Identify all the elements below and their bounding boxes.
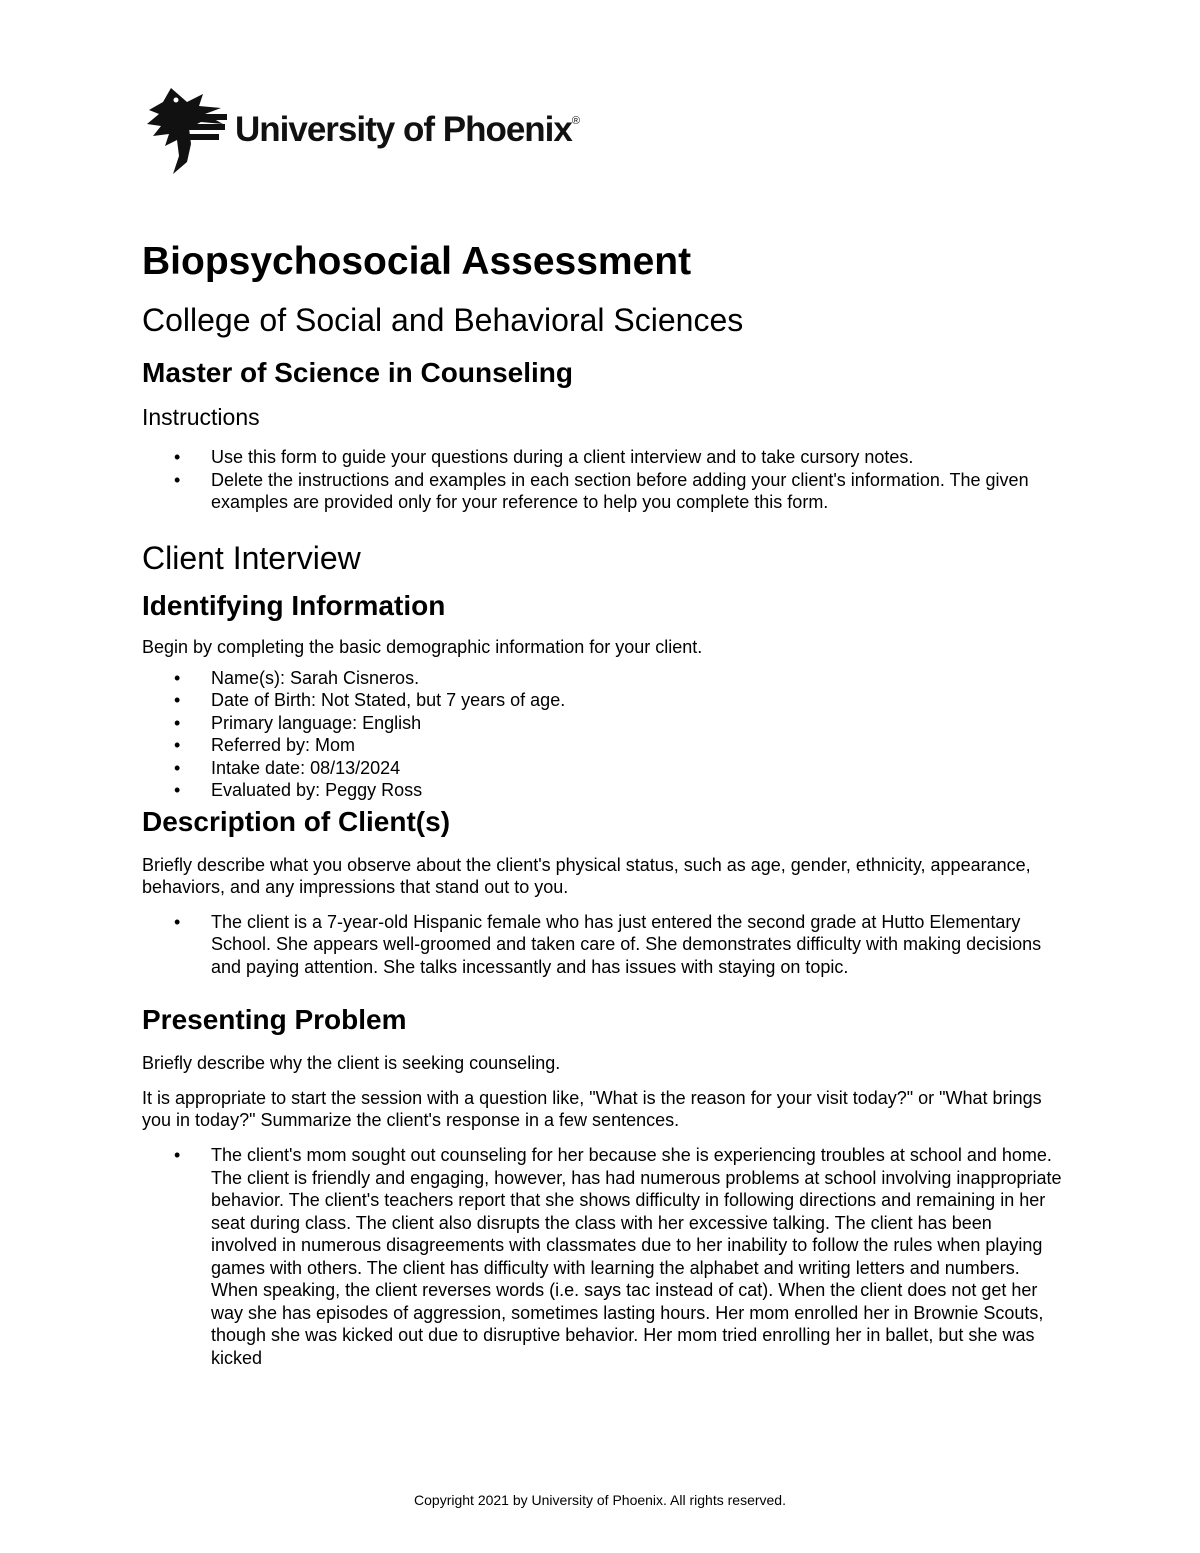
logo-name: University of Phoenix xyxy=(235,110,572,149)
list-item: • Use this form to guide your questions during a client interview and to take cursory notes. xyxy=(142,446,1062,469)
registered-mark: ® xyxy=(571,115,579,128)
document-title: Biopsychosocial Assessment xyxy=(142,240,692,283)
description-of-clients-intro: Briefly describe what you observe about the client's physical status, such as age, gender, ethnicity, appearance, behaviors, and any impressions that stand out to you. xyxy=(142,854,1031,897)
list-item: • Evaluated by: Peggy Ross xyxy=(142,779,1062,802)
logo-wordmark xyxy=(235,110,579,150)
list-item: • Delete the instructions and examples in each section before adding your client's information. The given examples are provided only for your reference to help you complete this form. xyxy=(142,469,1062,514)
presenting-problem-guidance: It is appropriate to start the session with a question like, "What is the reason for your visit today?" or "What brings you in today?" Summarize the client's response in a few sentences. xyxy=(142,1088,1042,1130)
instructions-heading: Instructions xyxy=(142,404,260,430)
list-item: • Date of Birth: Not Stated, but 7 years of age. xyxy=(142,689,1062,712)
description-of-clients-heading: Description of Client(s) xyxy=(142,805,451,837)
presenting-problem-heading: Presenting Problem xyxy=(142,1004,407,1035)
list-item: • The client's mom sought out counseling for her because she is experiencing troubles at school and home. The client is friendly and engaging, however, has had numerous problems at school involving inappropriate behavior. The client's teachers report that she shows difficulty in following directions and remaining in her seat during class. The client also disrupts the class with her excessive talking. The client has been involved in numerous disagreements with classmates due to her inability to follow the rules when playing games with others. The client has difficulty with learning the alphabet and writing letters and numbers. When speaking, the client reverses words (i.e. says tac instead of cat). When the client does not get her way she has episodes of aggression, sometimes lasting hours. Her mom enrolled her in Brownie Scouts, though she was kicked out due to disruptive behavior. Her mom tried enrolling her in ballet, but she was kicked xyxy=(142,1144,1062,1369)
copyright-footer: Copyright 2021 by University of Phoenix. All rights reserved. xyxy=(414,1492,786,1508)
university-logo xyxy=(143,84,579,180)
phoenix-bird-icon xyxy=(143,84,229,180)
identifying-information-intro: Begin by completing the basic demographic information for your client. xyxy=(142,636,703,657)
college-name: College of Social and Behavioral Sciences xyxy=(142,302,744,338)
list-item: • Name(s): Sarah Cisneros. xyxy=(142,667,1062,690)
list-item: • Primary language: English xyxy=(142,712,1062,735)
instructions-list xyxy=(142,446,1062,514)
document-body xyxy=(142,236,1062,1369)
degree-program: Master of Science in Counseling xyxy=(142,357,573,388)
description-of-clients-list xyxy=(142,911,1062,979)
identifying-information-list xyxy=(142,667,1062,802)
client-interview-heading: Client Interview xyxy=(142,539,361,576)
presenting-problem-list xyxy=(142,1144,1062,1369)
presenting-problem-intro: Briefly describe why the client is seeking counseling. xyxy=(142,1053,561,1073)
list-item: • The client is a 7-year-old Hispanic female who has just entered the second grade at Hutto Elementary School. She appears well-groomed and taken care of. She demonstrates difficulty with making decisions and paying attention. She talks incessantly and has issues with staying on topic. xyxy=(142,911,1062,979)
list-item: • Referred by: Mom xyxy=(142,734,1062,757)
list-item: • Intake date: 08/13/2024 xyxy=(142,757,1062,780)
identifying-information-heading: Identifying Information xyxy=(142,589,446,621)
